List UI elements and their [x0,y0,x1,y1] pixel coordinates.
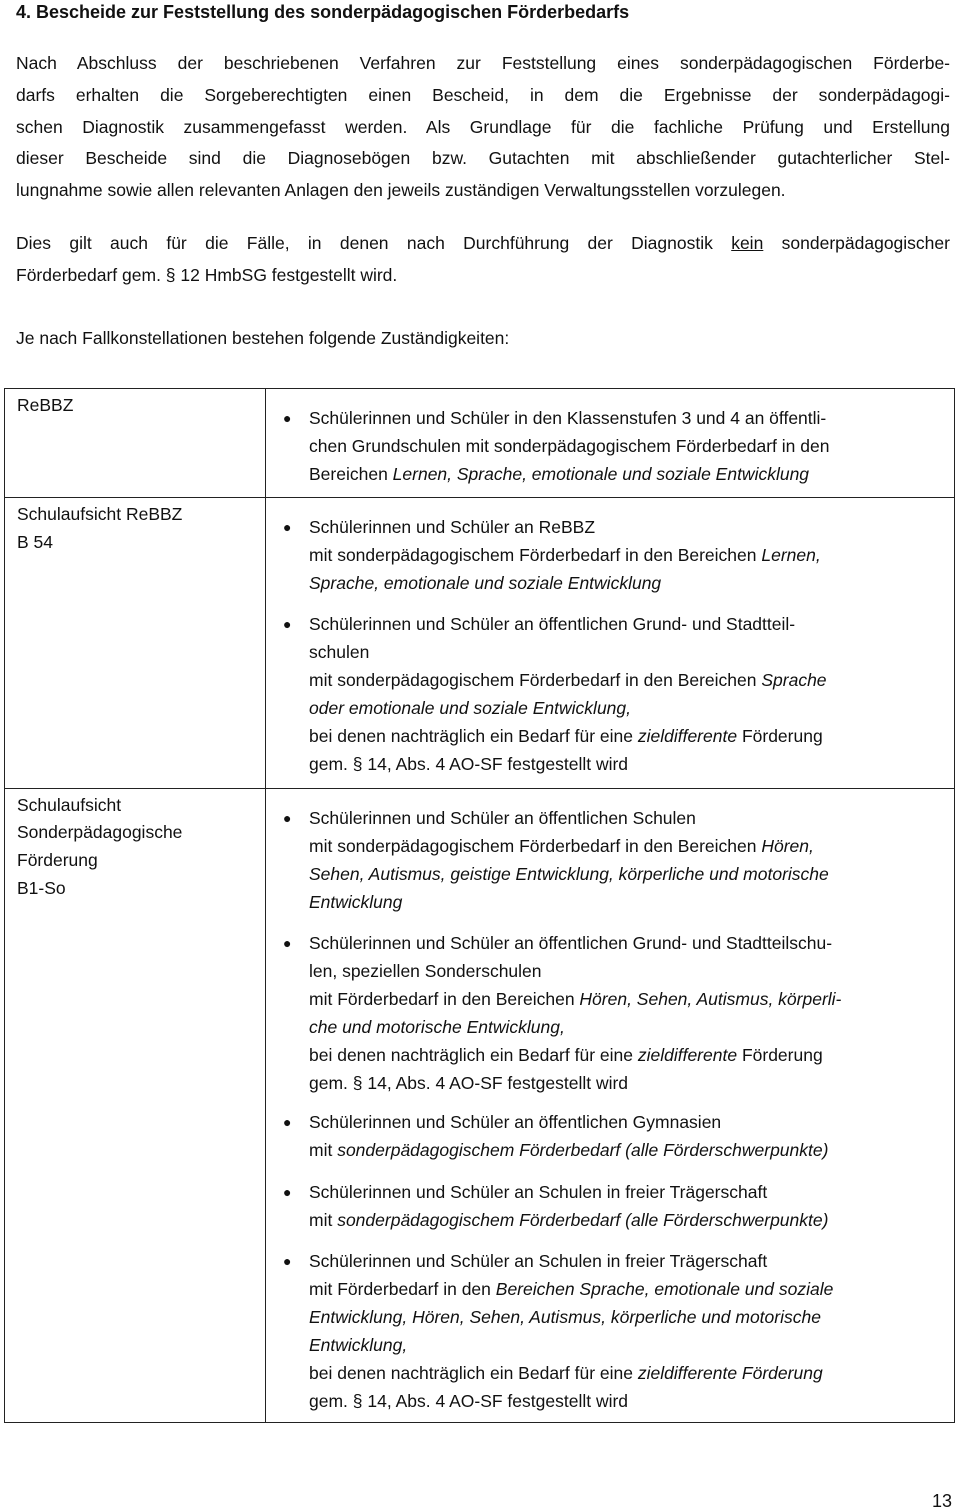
text: Bereichen [309,464,393,484]
case-item-line [309,1041,823,1069]
text: gem. § 14, Abs. 4 AO-SF festgestellt wird [309,1391,629,1411]
text: mit Förderbedarf in den Bereichen [309,989,580,1009]
case-item-line [309,432,829,460]
italic-text: Sprache [761,670,827,690]
case-item-line [309,1387,628,1415]
text: Dies gilt auch für die Fälle, in denen nach Durchführung der Diagnostik [16,233,713,253]
bullet-icon: ● [283,810,292,826]
bullet-icon: ● [283,1114,292,1130]
responsible-office-label: Schulaufsicht ReBBZ [17,504,183,524]
case-item-line [309,404,826,432]
case-item-line [309,1069,628,1097]
paragraph-line: lungnahme sowie allen relevanten Anlagen den jeweils zuständigen Verwaltungsstellen vorzulegen. [16,180,786,200]
case-item-line [309,460,809,488]
text: bei denen nachträglich ein Bedarf für eine [309,1045,638,1065]
case-item-line [309,888,402,916]
paragraph-line: darfs erhalten die Sorgeberechtigten einen Bescheid, in dem die Ergebnisse der sonderpädagogi- [16,85,950,105]
bullet-icon: ● [283,616,292,632]
text: gem. § 14, Abs. 4 AO-SF festgestellt wird [309,754,629,774]
responsible-office-label: B 54 [17,532,53,552]
italic-text: Entwicklung [309,892,403,912]
text: mit Förderbedarf in den [309,1279,496,1299]
responsibilities-table [4,388,955,1423]
text: mit sonderpädagogischem Förderbedarf in den Bereichen [309,545,762,565]
text: Schülerinnen und Schüler an öffentlichen Grund- und Stadtteil- [309,614,796,634]
responsible-office-label: B1-So [17,878,66,898]
text: Schülerinnen und Schüler an öffentlichen Gymnasien [309,1112,722,1132]
text: mit [309,1140,338,1160]
italic-text: Sprache, emotionale und soziale Entwicklung [309,573,662,593]
case-item-line [309,750,628,778]
case-item-line [309,985,841,1013]
row-divider [5,788,954,789]
case-item-line [309,1303,821,1331]
case-item-line [309,860,829,888]
text: bei denen nachträglich ein Bedarf für eine [309,726,638,746]
italic-text: Lernen, Sprache, emotionale und soziale Entwicklung [392,464,810,484]
case-item-line [309,1178,767,1206]
case-item-line [309,513,595,541]
page-number: 13 [931,1491,952,1511]
italic-text: zieldifferente [637,1045,738,1065]
italic-text: Bereichen Sprache, emotionale und soziale [495,1279,834,1299]
text: bei denen nachträglich ein Bedarf für eine [309,1363,638,1383]
case-item-line [309,1013,565,1041]
text: Schülerinnen und Schüler in den Klassenstufen 3 und 4 an öffentli- [309,408,827,428]
italic-text: Entwicklung, Hören, Sehen, Autismus, körperliche und motorische [309,1307,821,1327]
text: sonderpädagogischer [781,233,950,253]
case-item-line [309,1108,721,1136]
text: Schülerinnen und Schüler an öffentlichen Grund- und Stadtteilschu- [309,933,833,953]
bullet-icon: ● [283,1253,292,1269]
text: Schülerinnen und Schüler an ReBBZ [309,517,596,537]
paragraph-no-need-line1 [16,231,950,255]
text: mit sonderpädagogischem Förderbedarf in den Bereichen [309,670,762,690]
case-item-line [309,1136,828,1164]
case-item-line [309,1247,767,1275]
italic-text: Lernen, [761,545,821,565]
text: Schülerinnen und Schüler an Schulen in freier Trägerschaft [309,1182,768,1202]
bullet-icon: ● [283,1184,292,1200]
italic-text: zieldifferente [637,726,738,746]
text: mit [309,1210,338,1230]
case-item-line [309,569,661,597]
responsible-office-label: Sonderpädagogische [17,822,183,842]
intro-text: Je nach Fallkonstellationen bestehen folgende Zuständigkeiten: [16,328,510,348]
case-item-line [309,804,696,832]
underlined-kein: kein [731,233,764,253]
paragraph-line: schen Diagnostik zusammengefasst werden. Als Grundlage für die fachliche Prüfung und Erstellung [16,117,950,137]
paragraph-no-need-line2: Förderbedarf gem. § 12 HmbSG festgestellt wird. [16,265,398,285]
responsible-office-label: Förderung [17,850,98,870]
case-item-line [309,638,369,666]
section-heading: 4. Bescheide zur Feststellung des sonderpädagogischen Förderbedarfs [16,2,630,22]
italic-text: Hören, Sehen, Autismus, körperli- [579,989,842,1009]
case-item-line [309,722,823,750]
bullet-icon: ● [283,935,292,951]
text: chen Grundschulen mit sonderpädagogischem Förderbedarf in den [309,436,830,456]
bullet-icon: ● [283,410,292,426]
text: Schülerinnen und Schüler an öffentlichen Schulen [309,808,696,828]
text: mit sonderpädagogischem Förderbedarf in den Bereichen [309,836,762,856]
text: Förderung [737,1045,823,1065]
case-item-line [309,957,542,985]
column-divider [265,389,266,1422]
italic-text: Entwicklung, [309,1335,408,1355]
paragraph-line: dieser Bescheide sind die Diagnosebögen bzw. Gutachten mit abschließender gutachterlicher Stel- [16,148,950,168]
case-item-line [309,1275,833,1303]
bullet-icon: ● [283,519,292,535]
text: Förderung [737,726,823,746]
case-item-line [309,1206,828,1234]
row-divider [5,497,954,498]
case-item-line [309,666,827,694]
italic-text: sonderpädagogischem Förderbedarf (alle Förderschwerpunkte) [337,1140,829,1160]
text: schulen [309,642,370,662]
italic-text: sonderpädagogischem Förderbedarf (alle Förderschwerpunkte) [337,1210,829,1230]
case-item-line [309,832,814,860]
italic-text: oder emotionale und soziale Entwicklung, [309,698,631,718]
case-item-line [309,929,832,957]
responsible-office-label: Schulaufsicht [17,795,122,815]
case-item-line [309,1359,823,1387]
case-item-line [309,541,821,569]
italic-text: Hören, [761,836,814,856]
paragraph-line: Nach Abschluss der beschriebenen Verfahren zur Feststellung eines sonderpädagogischen Förderbe- [16,53,950,73]
text: len, speziellen Sonderschulen [309,961,542,981]
text: Schülerinnen und Schüler an Schulen in freier Trägerschaft [309,1251,768,1271]
case-item-line [309,694,631,722]
text: gem. § 14, Abs. 4 AO-SF festgestellt wird [309,1073,629,1093]
responsible-office-label: ReBBZ [17,395,74,415]
italic-text: zieldifferente Förderung [637,1363,823,1383]
italic-text: che und motorische Entwicklung, [309,1017,565,1037]
case-item-line [309,1331,407,1359]
case-item-line [309,610,795,638]
italic-text: Sehen, Autismus, geistige Entwicklung, körperliche und motorische [309,864,829,884]
